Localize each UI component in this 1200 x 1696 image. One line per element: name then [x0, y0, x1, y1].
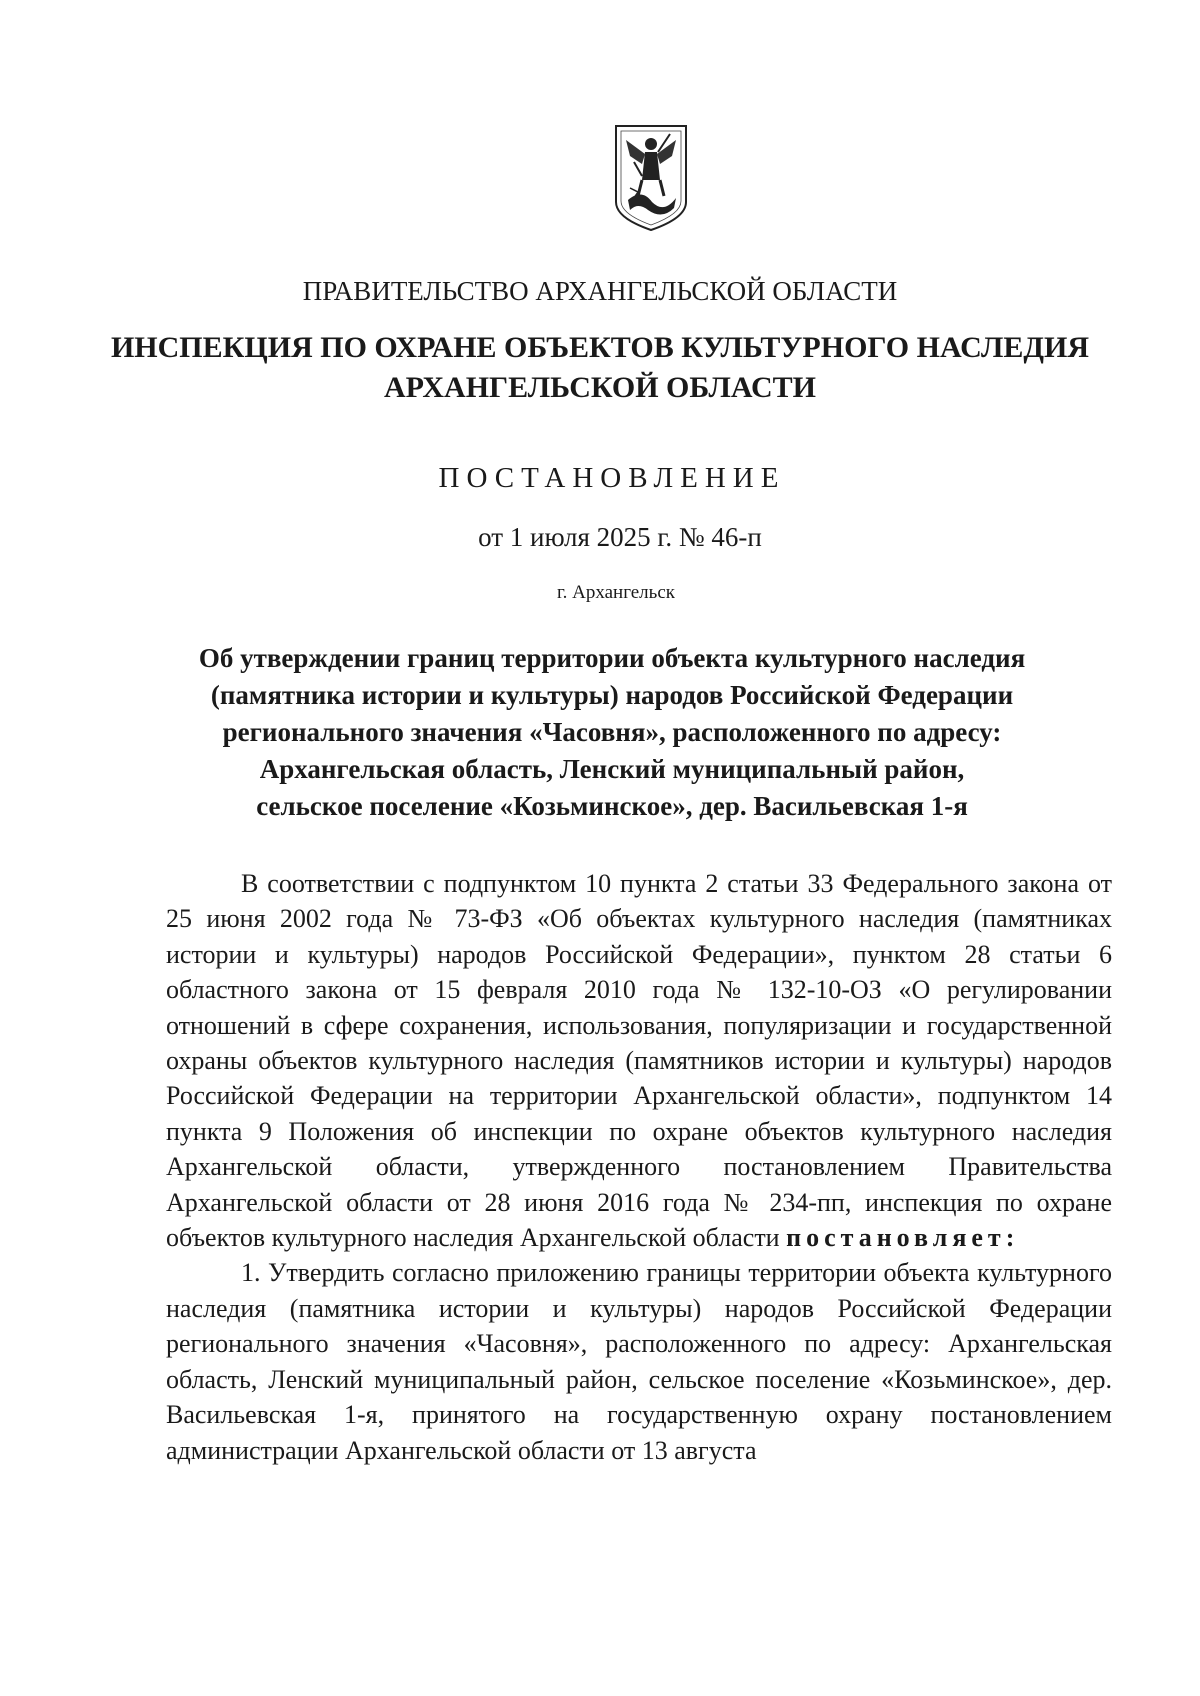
body-paragraph: 1. Утвердить согласно приложению границы территории объекта культурного наследия (памятника истории и культуры) народов Российской Федерации регионального значения «Часовня», расположенного по адресу: Архангельская область, Ленский муниципальный район, сельское поселение «Козьминское», дер. Васильевская 1-я, принятого на государственную охрану постановлением администрации Архангельской области от 13 августа — [166, 1258, 1112, 1465]
document-date-number: от 1 июля 2025 г. № 46-п — [478, 522, 762, 552]
subject-line: Об утверждении границ территории объекта культурного наследия — [198, 643, 1026, 673]
decree-word: постановляет: — [786, 1223, 1020, 1253]
body-paragraph — [166, 866, 1112, 1255]
inspection-name-line: ИНСПЕКЦИЯ ПО ОХРАНЕ ОБЪЕКТОВ КУЛЬТУРНОГО НАСЛЕДИЯ — [110, 331, 1090, 364]
document-city: г. Архангельск — [556, 582, 675, 603]
coat-of-arms-icon — [612, 122, 690, 234]
preamble-text: В соответствии с подпунктом 10 пункта 2 статьи 33 Федерального закона от 25 июня 2002 года № 73-ФЗ «Об объектах культурного наследия (памятниках истории и культуры) народов Российской Федерации», пунктом 28 статьи 6 областного закона от 15 февраля 2010 года № 132-10-ОЗ «О регулировании отношений в сфере сохранения, использования, популяризации и государственной охраны объектов культурного наследия (памятников истории и культуры) народов Российской Федерации на территории Архангельской области», подпунктом 14 пункта 9 Положения об инспекции по охране объектов культурного наследия Архангельской области, утвержденного постановлением Правительства Архангельской области от 28 июня 2016 года № 234-пп, инспекция по охране объектов культурного наследия Архангельской области — [166, 869, 1112, 1253]
inspection-name — [0, 328, 1200, 408]
subject-line: (памятника истории и культуры) народов Российской Федерации — [210, 680, 1014, 710]
document-subject — [140, 640, 1084, 825]
subject-line: сельское поселение «Козьминское», дер. Васильевская 1-я — [256, 791, 968, 821]
subject-line: Архангельская область, Ленский муниципальный район, — [259, 754, 965, 784]
document-body — [166, 866, 1112, 1468]
government-name: ПРАВИТЕЛЬСТВО АРХАНГЕЛЬСКОЙ ОБЛАСТИ — [302, 276, 898, 306]
inspection-name-line: АРХАНГЕЛЬСКОЙ ОБЛАСТИ — [384, 371, 816, 404]
document-type: ПОСТАНОВЛЕНИЕ — [438, 462, 786, 494]
subject-line: регионального значения «Часовня», расположенного по адресу: — [222, 717, 1002, 747]
